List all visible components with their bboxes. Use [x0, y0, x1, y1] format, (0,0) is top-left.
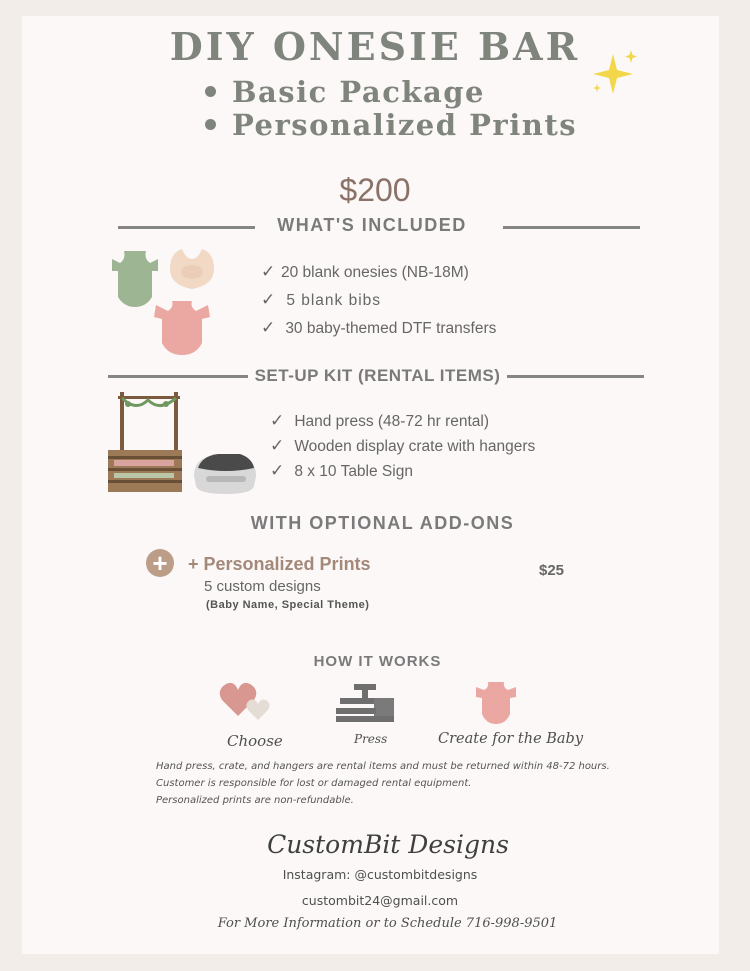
green-onesie-icon — [112, 251, 158, 307]
included-item-bibs: ✓ 5 blank bibs — [261, 290, 382, 309]
divider-right — [503, 226, 640, 229]
divider-right — [507, 375, 644, 378]
baby-clothes-illustration — [110, 245, 220, 360]
onesie-icon — [476, 680, 516, 726]
checkmark-icon: ✓ — [261, 318, 276, 337]
bullet-dot — [205, 119, 216, 130]
checkmark-icon: ✓ — [270, 461, 285, 480]
divider-left — [108, 375, 248, 378]
setup-item-hand-press: ✓ Hand press (48-72 hr rental) — [270, 411, 490, 430]
checkmark-icon: ✓ — [261, 290, 277, 309]
terms-line: Hand press, crate, and hangers are rental items and must be returned within 48-72 hours. — [156, 761, 610, 772]
instagram-handle[interactable]: Instagram: @custombitdesigns — [282, 867, 478, 882]
addon-note: (Baby Name, Special Theme) — [206, 599, 370, 611]
step-create: Create for the Baby — [438, 731, 584, 747]
terms-line: Customer is responsible for lost or damaged rental equipment. — [156, 778, 472, 789]
email-address[interactable]: custombit24@gmail.com — [301, 893, 459, 908]
setup-item-table-sign: ✓ 8 x 10 Table Sign — [270, 461, 413, 480]
included-item-onesies: ✓ 20 blank onesies (NB-18M) — [261, 262, 469, 281]
addon-price: $25 — [539, 562, 565, 579]
brand-signature: CustomBit Designs — [267, 830, 509, 859]
rental-kit-illustration — [106, 390, 262, 498]
heat-press-icon — [194, 454, 256, 494]
bullet-dot — [205, 86, 216, 97]
section-heading-included: WHAT'S INCLUDED — [277, 215, 467, 235]
pink-onesie-icon — [154, 301, 210, 355]
addon-detail: 5 custom designs — [204, 578, 321, 595]
plus-icon: + — [146, 549, 174, 577]
setup-item-crate: ✓ Wooden display crate with hangers — [270, 436, 536, 455]
package-price: $200 — [339, 172, 411, 208]
step-press: Press — [354, 732, 388, 746]
checkmark-icon: ✓ — [261, 262, 276, 281]
bib-icon — [170, 249, 214, 289]
package-bullet-basic: Basic Package — [205, 75, 485, 109]
wooden-crate-icon — [108, 392, 182, 492]
checkmark-icon: ✓ — [270, 411, 285, 430]
section-heading-how: HOW IT WORKS — [313, 653, 442, 670]
page-title: DIY ONESIE BAR — [169, 24, 581, 69]
checkmark-icon: ✓ — [270, 436, 285, 455]
section-heading-addons: WITH OPTIONAL ADD-ONS — [250, 513, 515, 533]
terms-line: Personalized prints are non-refundable. — [156, 795, 354, 806]
press-icon — [334, 684, 398, 724]
divider-left — [118, 226, 255, 229]
package-bullet-prints: Personalized Prints — [205, 108, 577, 142]
section-heading-setup: SET-UP KIT (RENTAL ITEMS) — [254, 366, 501, 385]
terms-block — [156, 758, 626, 809]
heart-icon — [218, 680, 278, 724]
step-choose: Choose — [227, 732, 283, 750]
contact-line: For More Information or to Schedule 716-998-9501 — [217, 916, 558, 931]
addon-name: + Personalized Prints — [188, 554, 371, 574]
sparkle-icon — [585, 48, 643, 100]
included-item-transfers: ✓ 30 baby-themed DTF transfers — [261, 318, 497, 337]
